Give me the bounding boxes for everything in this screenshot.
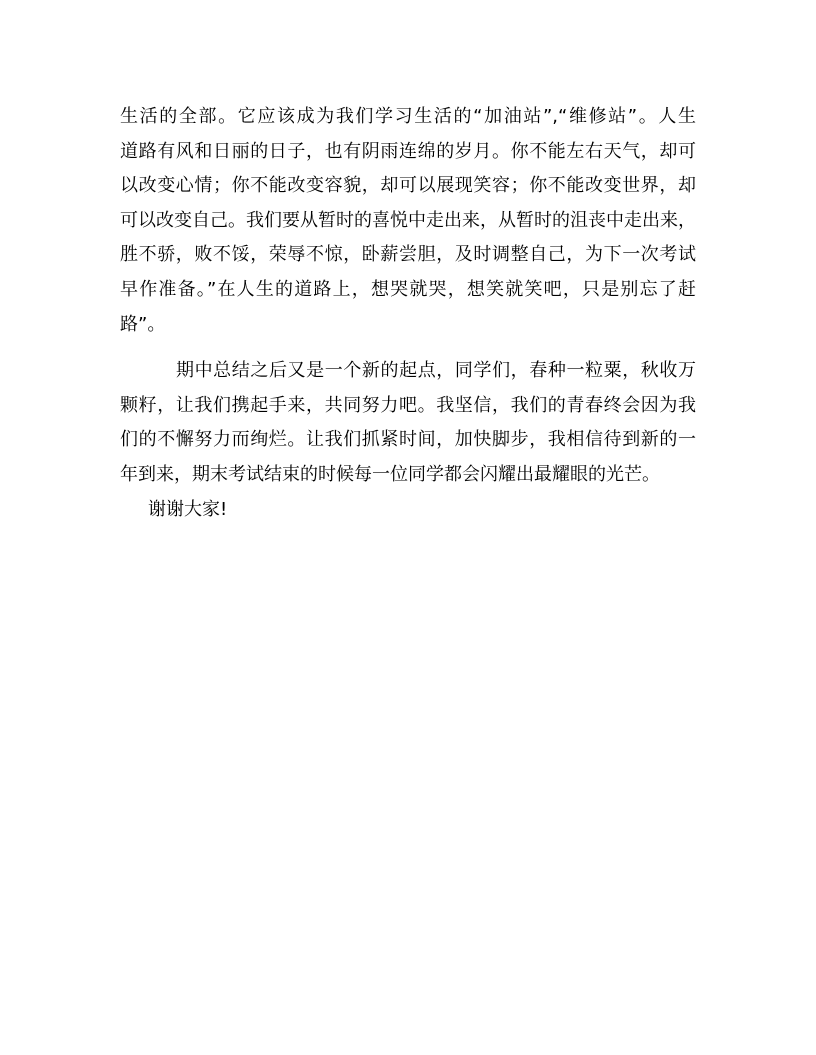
paragraph-line: 们的不懈努力而绚烂。让我们抓紧时间，加快脚步，我相信待到新的一	[120, 429, 696, 451]
closing-line: 谢谢大家!	[148, 498, 228, 520]
paragraph-line: 年到来，期末考试结束的时候每一位同学都会闪耀出最耀眼的光芒。	[120, 463, 660, 485]
paragraph-line: 道路有风和日丽的日子，也有阴雨连绵的岁月。你不能左右天气，却可	[120, 140, 696, 162]
paragraph-line: 期中总结之后又是一个新的起点，同学们，春种一粒粟，秋收万	[176, 360, 696, 382]
paragraph-line: 早作准备。”在人生的道路上，想哭就哭，想笑就笑吧，只是别忘了赶	[120, 278, 696, 300]
paragraph-2	[120, 354, 696, 492]
paragraph-line: 胜不骄，败不馁，荣辱不惊，卧薪尝胆，及时调整自己，为下一次考试	[120, 244, 696, 266]
paragraph-spacer	[120, 342, 696, 354]
paragraph-1	[120, 100, 696, 342]
paragraph-line: 颗籽，让我们携起手来，共同努力吧。我坚信，我们的青春终会因为我	[120, 394, 696, 416]
paragraph-line: 以改变心情；你不能改变容貌，却可以展现笑容；你不能改变世界，却	[120, 175, 696, 197]
paragraph-line: 路”。	[120, 313, 166, 335]
paragraph-line: 可以改变自己。我们要从暂时的喜悦中走出来，从暂时的沮丧中走出来，	[120, 209, 696, 231]
document-body	[120, 100, 696, 527]
paragraph-line: 生活的全部。它应该成为我们学习生活的“加油站”,“维修站”。人生	[120, 106, 696, 127]
